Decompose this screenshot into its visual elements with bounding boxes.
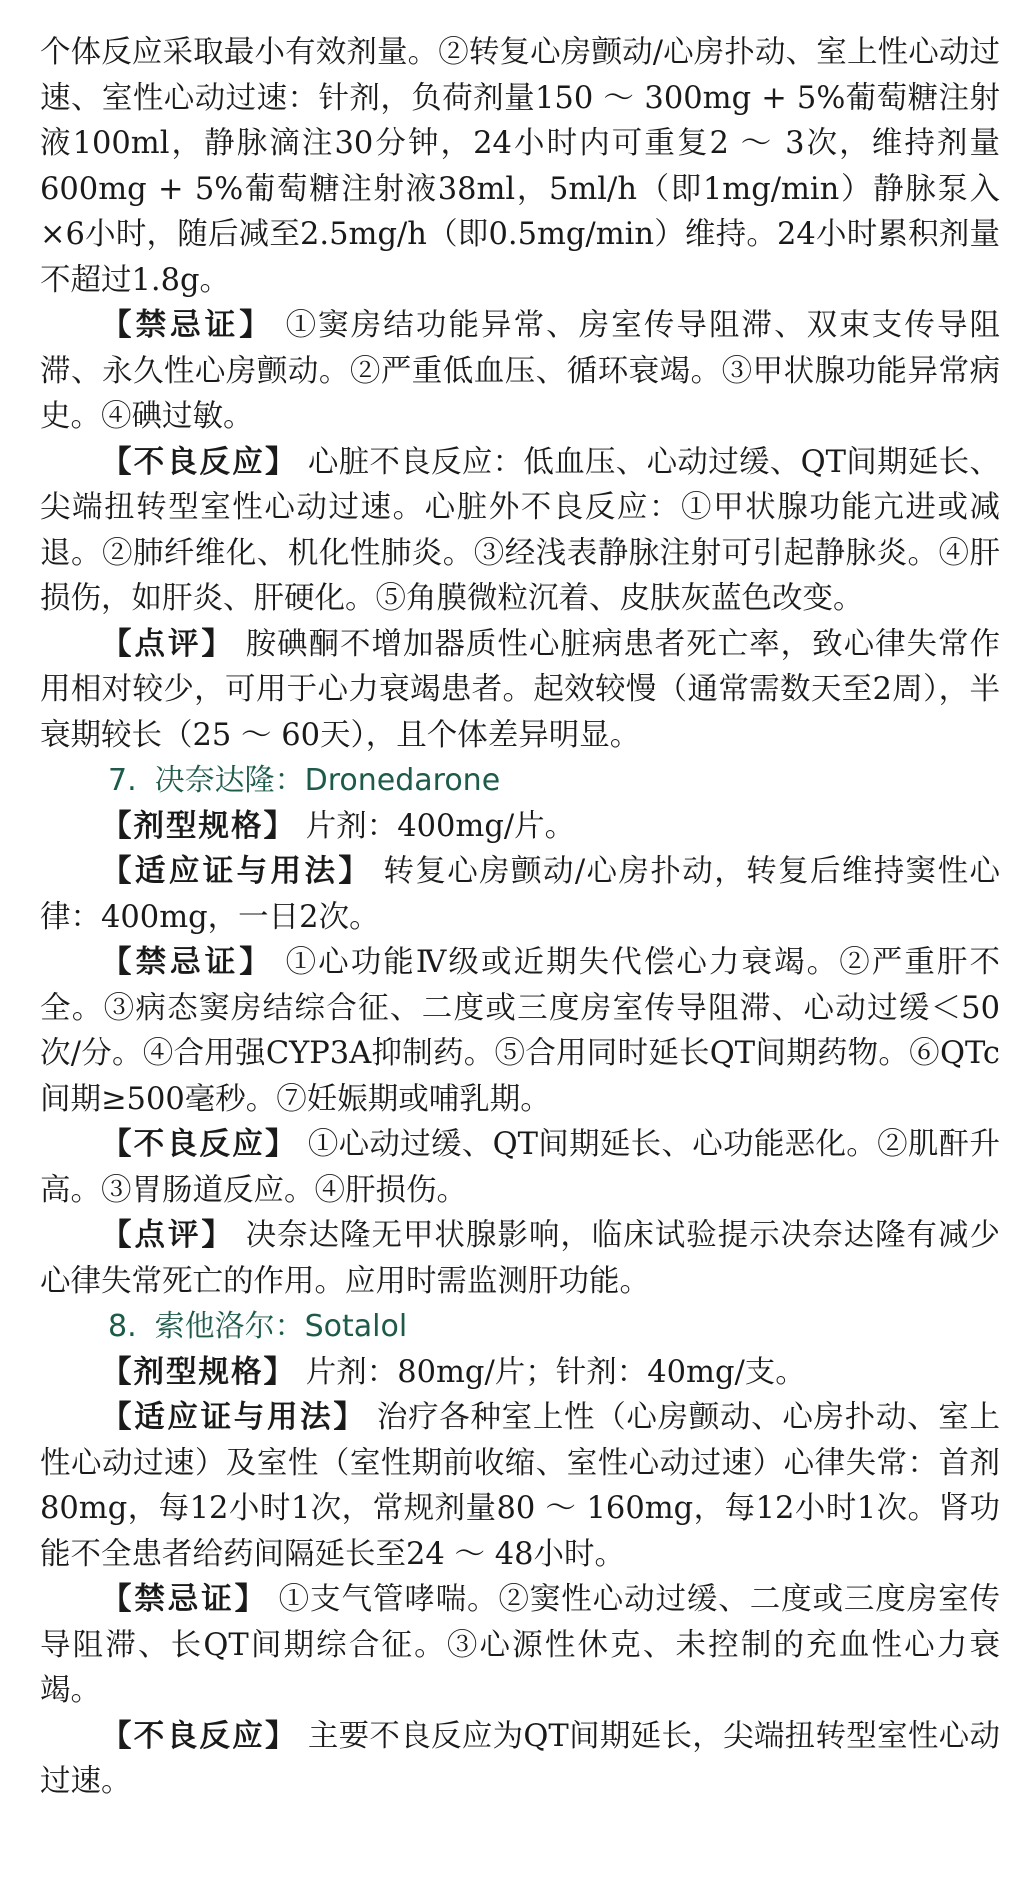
dronedarone-adverse-reaction: [40, 1122, 1000, 1213]
drug-name: 索他洛尔：Sotalol: [154, 1309, 408, 1344]
section-text: 转复心房颤动/心房扑动，转复后维持窦性心律：400mg，一日2次。: [40, 854, 1000, 935]
amiodarone-adverse-reaction: [40, 440, 1000, 622]
amiodarone-dosage-continuation: 个体反应采取最小有效剂量。②转复心房颤动/心房扑动、室上性心动过速、室性心动过速：针剂，负荷剂量150 ～ 300mg + 5%葡萄糖注射液100ml，静脉滴注30分钟，24小时内可重复2 ～ 3次，维持剂量600mg + 5%葡萄糖注射液38ml，5ml/h（即1mg/min）静脉泵入×6小时，随后减至2.5mg/h（即0.5mg/min）维持。24小时累积剂量不超过1.8g。: [40, 35, 1000, 298]
sotalol-contraindication: [40, 1577, 1000, 1714]
section-text: ①窦房结功能异常、房室传导阻滞、双束支传导阻滞、永久性心房颤动。②严重低血压、循环衰竭。③甲状腺功能异常病史。④碘过敏。: [40, 308, 1001, 434]
drug-heading-sotalol: [40, 1304, 1000, 1350]
section-text: 决奈达隆无甲状腺影响，临床试验提示决奈达隆有减少心律失常死亡的作用。应用时需监测肝功能。: [40, 1218, 1000, 1299]
document-page: [40, 30, 1000, 1805]
dronedarone-comment: [40, 1213, 1000, 1304]
section-label: 【适应证与用法】: [101, 854, 373, 889]
amiodarone-contraindication: [40, 303, 1000, 440]
section-text: 治疗各种室上性（心房颤动、心房扑动、室上性心动过速）及室性（室性期前收缩、室性心动过速）心律失常：首剂80mg，每12小时1次，常规剂量80 ～ 160mg，每12小时1次。肾功能不全患者给药间隔延长至24 ～ 48小时。: [40, 1400, 1000, 1572]
drug-heading-dronedarone: [40, 758, 1000, 804]
dronedarone-specification: [40, 804, 1000, 850]
section-text: 胺碘酮不增加器质性心脏病患者死亡率，致心律失常作用相对较少，可用于心力衰竭患者。起效较慢（通常需数天至2周），半衰期较长（25 ～ 60天），且个体差异明显。: [40, 626, 1000, 753]
section-label: 【剂型规格】: [101, 808, 296, 844]
section-label: 【禁忌证】: [101, 945, 274, 980]
section-text: 片剂：400mg/片。: [305, 808, 576, 844]
section-label: 【禁忌证】: [101, 308, 274, 343]
drug-number: 7.: [108, 763, 137, 798]
section-text: ①心功能Ⅳ级或近期失代偿心力衰竭。②严重肝不全。③病态窦房结综合征、二度或三度房室传导阻滞、心动过缓＜50次/分。④合用强CYP3A抑制药。⑤合用同时延长QT间期药物。⑥QTc间期≥500毫秒。⑦妊娠期或哺乳期。: [40, 945, 1000, 1117]
section-label: 【剂型规格】: [101, 1354, 296, 1390]
dronedarone-contraindication: [40, 940, 1000, 1122]
section-text: 心脏不良反应：低血压、心动过缓、QT间期延长、尖端扭转型室性心动过速。心脏外不良反应：①甲状腺功能亢进或减退。②肺纤维化、机化性肺炎。③经浅表静脉注射可引起静脉炎。④肝损伤，如肝炎、肝硬化。⑤角膜微粒沉着、皮肤灰蓝色改变。: [40, 444, 1000, 616]
section-label: 【点评】: [101, 626, 235, 662]
dronedarone-indication: [40, 849, 1000, 940]
drug-number: 8.: [108, 1309, 137, 1344]
section-label: 【点评】: [101, 1218, 235, 1253]
section-label: 【不良反应】: [101, 1127, 298, 1162]
section-label: 【不良反应】: [101, 444, 298, 480]
sotalol-specification: [40, 1350, 1000, 1396]
section-text: ①支气管哮喘。②窦性心动过缓、二度或三度房室传导阻滞、长QT间期综合征。③心源性休克、未控制的充血性心力衰竭。: [40, 1582, 1001, 1708]
section-text: ①心动过缓、QT间期延长、心功能恶化。②肌酐升高。③胃肠道反应。④肝损伤。: [40, 1127, 1000, 1208]
amiodarone-comment: [40, 622, 1000, 759]
section-label: 【不良反应】: [101, 1718, 298, 1754]
drug-name: 决奈达隆：Dronedarone: [154, 763, 501, 798]
sotalol-adverse-reaction: [40, 1714, 1000, 1805]
section-label: 【禁忌证】: [101, 1582, 269, 1617]
section-text: 主要不良反应为QT间期延长，尖端扭转型室性心动过速。: [40, 1718, 1000, 1799]
section-label: 【适应证与用法】: [101, 1400, 367, 1435]
sotalol-indication: [40, 1395, 1000, 1577]
section-text: 片剂：80mg/片；针剂：40mg/支。: [305, 1354, 806, 1390]
